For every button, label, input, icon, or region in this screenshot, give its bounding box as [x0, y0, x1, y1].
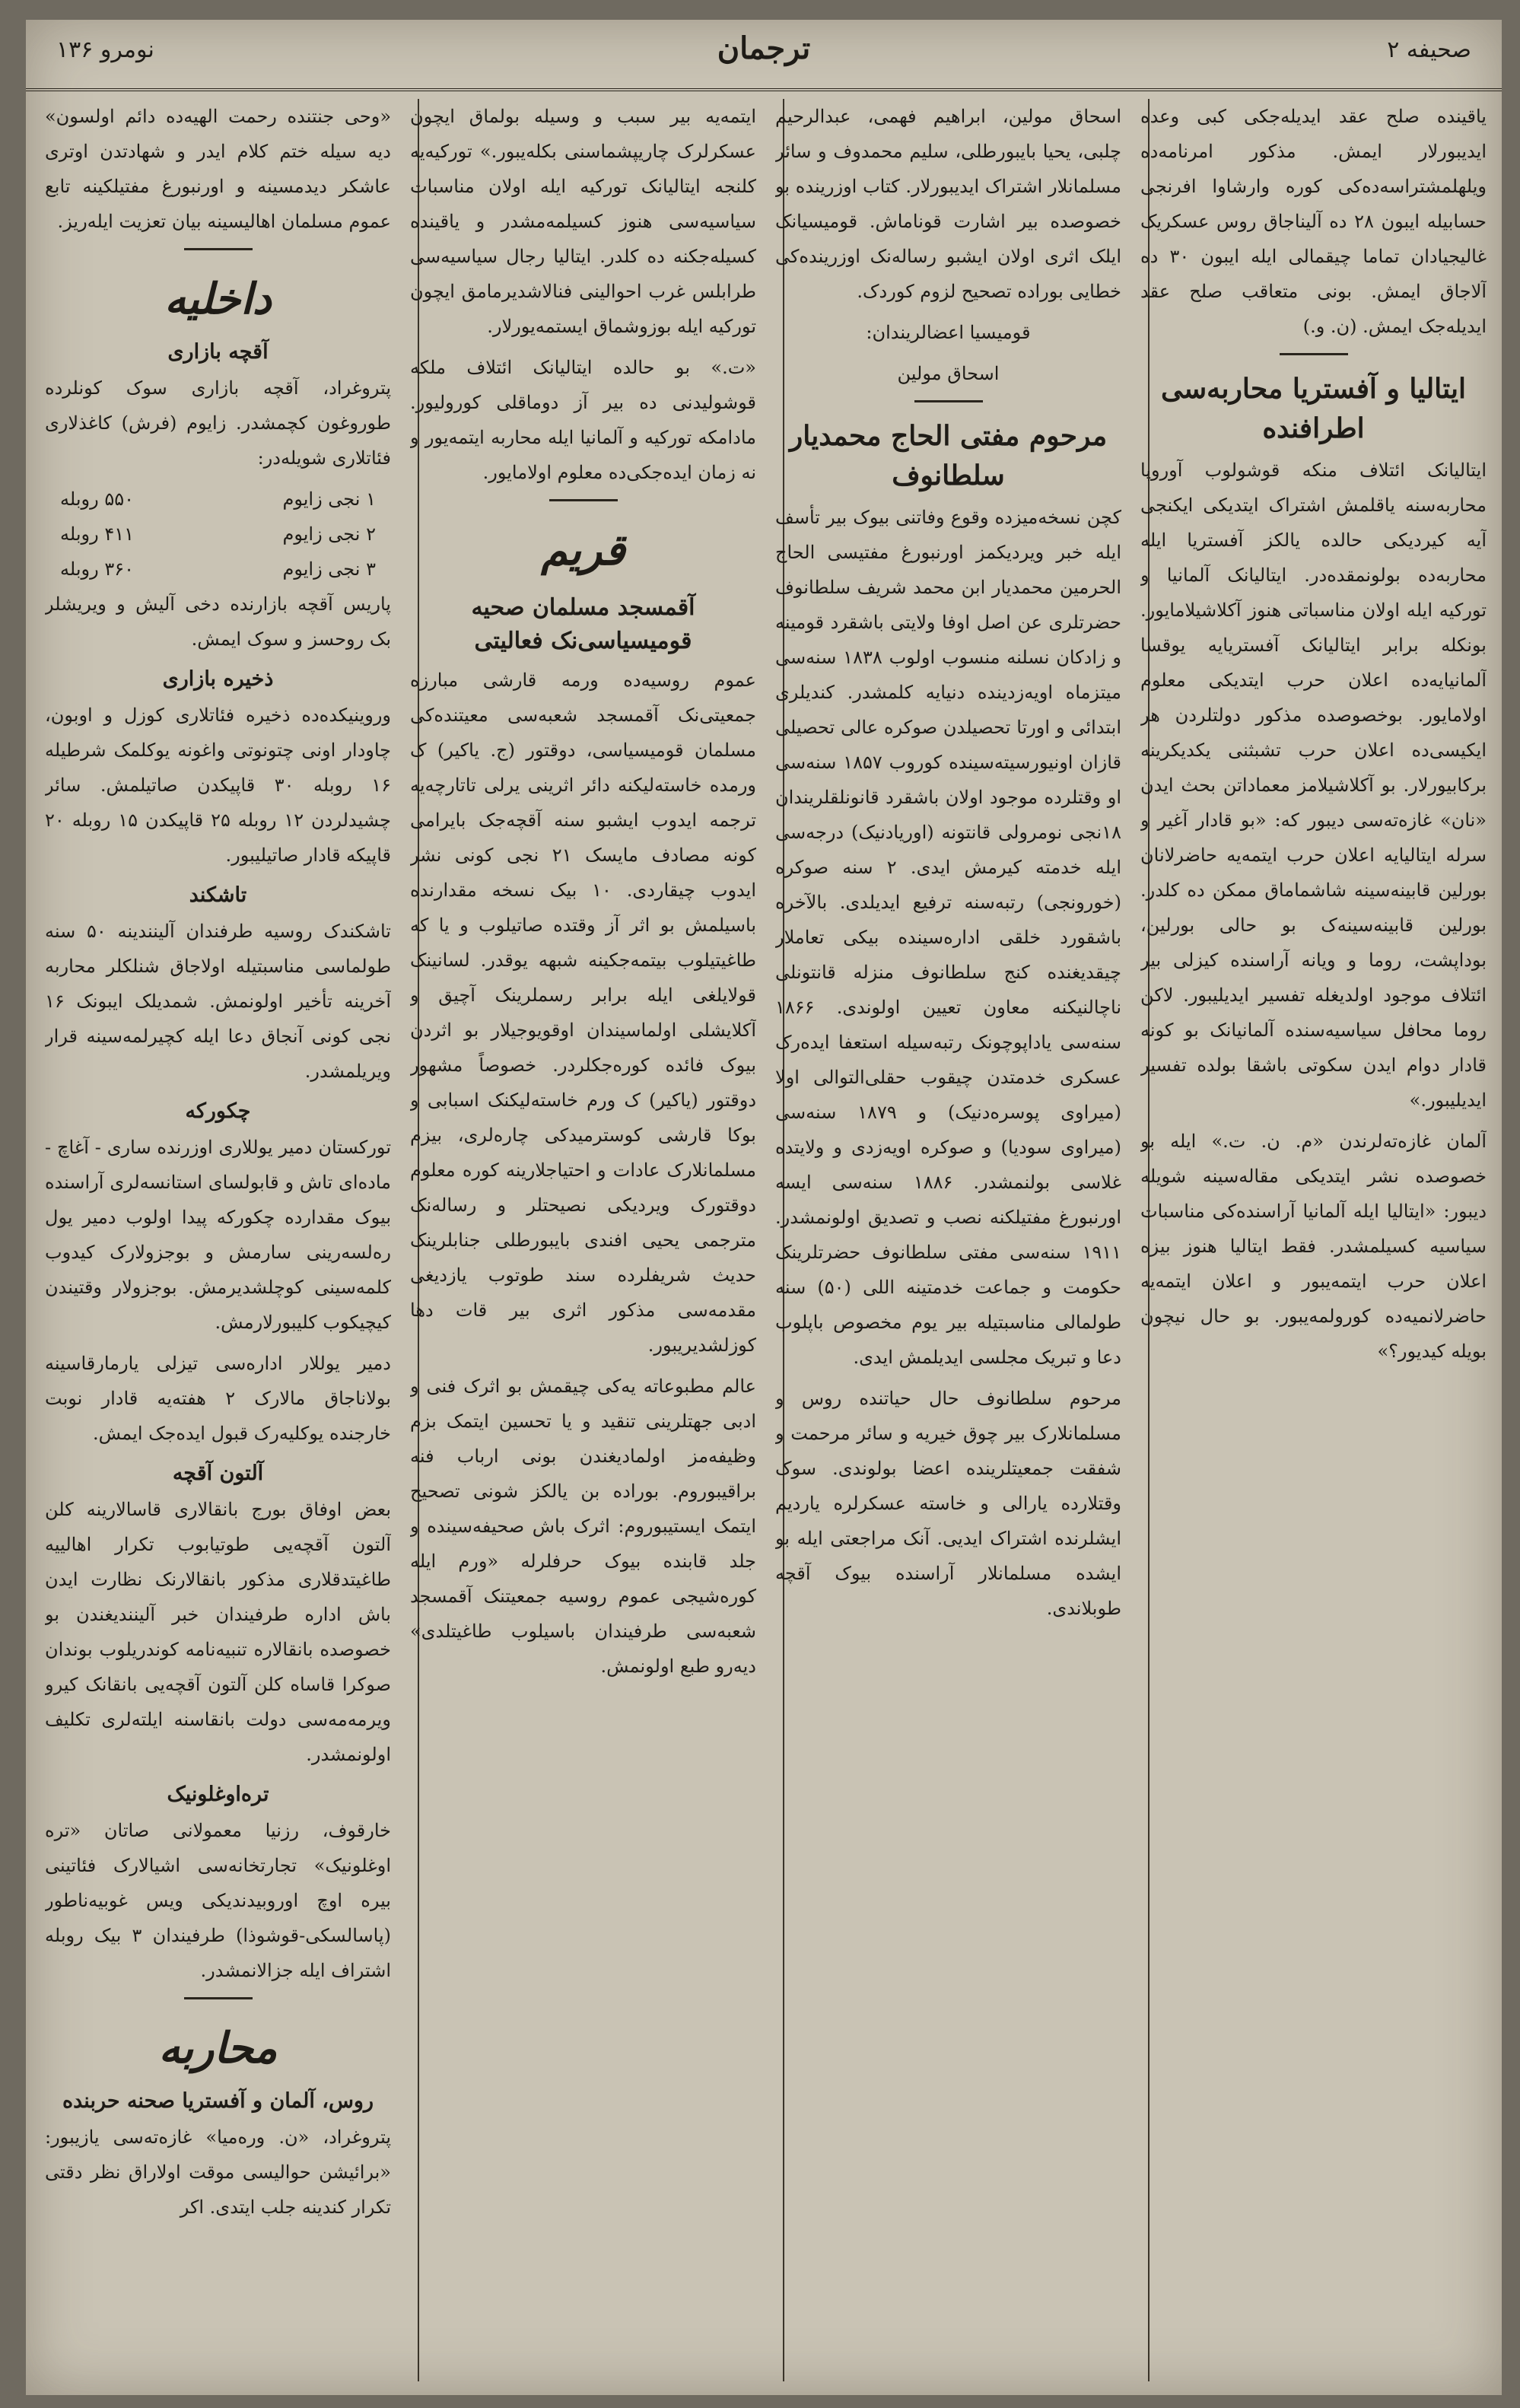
gold-text: بعض اوفاق بورج بانقالاری قاسالارینه کلن آلتون آقچه‌یی طوتیابوب تکرار اهالییه طاغیتدقلاری مذکور بانقالارنک نظارت ایدن باش اداره طرفیندان خبر آلینندیغندن بو خصوصده بانقالاره تنبیه‌نامه کوندریلوب بوندان صوکرا قاساه کلن آلتون آقچه‌یی بانقانک کیرو ویرمه‌مه‌سی دولت بانقاسنه ایلته‌لری تکلیف اولونمشدر. — [45, 1499, 391, 1765]
grain-market-text: وروینیکده‌ده ذخیره فئاتلاری کوزل و اوبون، چاودار اونی چتونوتی واغونه یوکلمک شرطیله ۱۶ روبله ۳۰ قاپیکدن صاتیلمش. سائر چشیدلردن ۱۲ روبله ۲۵ قاپیکدن ۱۵ روبله ۲۰ قاپیکه قادار صاتیلیبور. — [45, 705, 391, 866]
newspaper-name: ترجمان — [717, 30, 811, 66]
section-title-domestic: داخلیه — [164, 274, 272, 324]
article-text-commission: عموم روسیه‌ده ورمه قارشی مبارزه جمعیتی‌نک آقمسجد شعبه‌سی معیتنده‌کی مسلمان قومیسیاسی، دوقتور (ج. یاکیر) ک ورمده خاسته‌لیکنه دائر اثرینی یرلی تاتارچه‌یه ترجمه ایدوب ایشبو سنه آقچه‌جک بایرامی کونه مصادف مایسک ۲۱ نجی کونی نشر ایدوب چیقاردی. ۱۰ بیک نسخه مقدارنده باسیلمش بو اثر آز وقتده صاتیلوب و یا که طاغیتیلوب بیتمه‌جکینه شبهه یوقدر. لسانینک قولایلغی ایله برابر رسملرینک آچیق و آکلایشلی اولماسیندان اوقویوجیلار بو اثردن بیوک فائده کوره‌جکلردر. خصوصاً مشهور دوقتور (یاکیر) ک ورم خاسته‌لیکنک اسبابی و بوکا قارشی کوسترمیدکی چاره‌لری، بیزم مسلمانلارک عادات و احتیاجلارینه کوره معلوم دوقتورک ویردیکی نصیحتلر و رساله‌نک مترجمی یحیی افندی بایبورطلی جنابلرینک حدیث شریفلرده سند طوتوب یازدیغی مقدمه‌سی مذکور اثری بیر قات دها کوزلشدیریبور. — [410, 670, 756, 1356]
separator — [549, 499, 618, 501]
money-market-title: آقچه بازاری — [167, 340, 269, 364]
separator — [184, 248, 253, 250]
grain-market-title: ذخیره بازاری — [162, 667, 274, 691]
tashkent-text: تاشکندک روسیه طرفندان آلینندینه ۵۰ سنه طولماسی مناسبتیله اولاجاق شنلکلر محاربه آخرینه تأخیر اولونمش. شمدیلک ایبونک ۱۶ نجی کونی آنجاق دعا ایله کچیرلمه‌سینه قرار ویریلمشدر. — [45, 921, 391, 1082]
rate-label: ۲ نجی زایوم — [282, 523, 376, 545]
signature-name: اسحاق مولین — [897, 363, 1000, 384]
column-4-top-text: «وحی جنتنده رحمت الهیه‌ده دائم اولسون» دیه سیله ختم کلام ایدر و شهادتدن اوتری عاشکر دیدمسینه و اورنبورغ مفتیلکینه تابع عموم مسلمان اهالیسینه بیان تعزیت ایله‌ریز. — [45, 106, 391, 232]
locust-text: تورکستان دمیر یوللاری اوزرنده ساری - آغاچ - ماده‌ای تاش و قابولسای استانسه‌لری آراسنده بیوک مقدارده چکورکه پیدا اولوب دمیر یول ره‌لسه‌رینی سارمش و بوجزولارک کیدوب کلمه‌سینی کوچلشدیرمش. بوجزولار وقتیندن کیچیکوب کلیبورلارمش. — [45, 1137, 391, 1333]
money-market-after: پاریس آقچه بازارنده دخی آلیش و ویریشلر بک روحسز و سوک ایمش. — [45, 593, 391, 650]
rate-row — [60, 517, 376, 552]
column-2-top-text: اسحاق مولین، ابراهیم فهمی، عبدالرحیم چلبی، یحیا بایبورطلی، سلیم محمدوف و سائر مسلمانلار اشتراک ایدیبورلار. کتاب اوزرینده بو خصوصده بیر اشارت قوناماش. قومیسیانک ایلک اثری اولان ایشبو رساله‌نک اوزرینده‌کی خطایی بوراده تصحیح لزوم کوردک. — [775, 106, 1121, 302]
section-title-war: محاربه — [158, 2023, 278, 2073]
signature-label: قومیسیا اعضالریندان: — [866, 322, 1031, 343]
rate-row — [60, 482, 376, 517]
article-title-commission: آقمسجد مسلمان صحیه قومیسیاسی‌نک فعالیتی — [471, 594, 695, 654]
section-title-crimea: قریم — [541, 525, 625, 575]
rate-value: ۵۵۰ روبله — [60, 488, 134, 510]
columns-area — [41, 99, 1487, 2381]
rate-row — [60, 552, 376, 587]
column-3 — [410, 99, 756, 2381]
column-3-top-text: ایتمه‌یه بیر سبب و وسیله بولماق ایچون عسکرلرک چاریپشماسنی بکله‌یبور.» تورکیه‌یه کلنجه ایتالیانک تورکیه ایله اولان مناسبات سیاسیه‌سی هنوز کسیلمه‌مشدر و یاقینده کسیله‌جکنه ده کلدر. ایتالیا رجال سیاسیه‌سی طرابلس غرب احوالینی فنالاشدیرمامق ایچون تورکیه ایله بوزوشماق ایستمه‌یورلار. — [410, 106, 756, 337]
column-1-top-text: یاقینده صلح عقد ایدیله‌جکی کبی وعده ایدیبورلار ایمش. مذکور امرنامه‌ده ویلهلمشتراسه‌ده‌کی کوره وارشاوا افرنجی حسابیله ایبون ۲۸ ده آلیناجاق روس عسکریک غالیجیادان تماما چیقمالی ایله ایبون ۳۰ ده آلاجاق ایمش. بونی متعاقب صلح عقد ایدیله‌جک ایمش. (ن. و.) — [1140, 106, 1487, 337]
closing-text-mufti: مرحوم سلطانوف حال حیاتنده روس و مسلمانلارک بیر چوق خیریه و سائر مرحمت و شفقت جمعیتلرینده اعضا بولوندی. سوک وقتلارده یارالی و خاسته عسکرلره یاردیم ایشلرنده اشتراک ایدیی. آنک مراجعتی ایله بو ایشده مسلمانلار آراسنده بیوک آقچه طوبلاندی. — [775, 1388, 1121, 1619]
column-1 — [1140, 99, 1487, 2381]
rate-label: ۱ نجی زایوم — [282, 488, 376, 510]
page-header — [26, 20, 1502, 91]
page-label: صحیفه ۲ — [1387, 37, 1471, 63]
war-subtitle: روس، آلمان و آفستریا صحنه حربنده — [62, 2089, 374, 2113]
article-title-italy-austria: ایتالیا و آفستریا محاربه‌سی اطرافنده — [1160, 373, 1467, 444]
money-market-text: پتروغراد، آقچه بازاری سوک کونلرده طوروغون کچمشدر. زایوم (فرش) کاغذلاری فئاتلاری شویله‌در: — [45, 377, 391, 469]
article-title-mufti: مرحوم مفتی الحاج محمدیار سلطانوف — [789, 420, 1108, 491]
dispatch-text: آلمان غازه‌ته‌لرندن «م. ن. ت.» ایله بو خصوصده نشر ایتدیکی مقاله‌سینه شویله دیبور: «ایتالیا ایله آلمانیا آراسنده‌کی مناسبات سیاسیه کسیلمشدر. فقط ایتالیا هنوز بیزه اعلان حرب ایتمه‌یبور و اعلان ایتمه‌یه حاضرلانمیه‌ده کورولمه‌یبور. بو حال نیچون بویله کیدیور؟» — [1140, 1131, 1487, 1362]
trade-house-title: تره‌اوغلونیک — [167, 1783, 269, 1806]
separator — [914, 400, 983, 402]
war-text: پتروغراد، «ن. وره‌میا» غازه‌ته‌سی یازیبور: «برائیشن حوالیسی موقت اولاراق نظر دقتی تکرار کندینه جلب ایتدی. اکر — [45, 2126, 391, 2218]
article-text-mufti: کچن نسخه‌میزده وقوع وفاتنی بیوک بیر تأسف ایله خبر ویردیکمز اورنبورغ مفتیسی الحاج الحرمین محمدیار ابن محمد شریف سلطانوف حضرتلری عن اصل اوفا ولایتی باشقرد قومینه و زادکان نسلنه منسوب اولوب ۱۸۳۸ سنه‌سی میتزماه اویه‌زدینده دنیایه کلمشدر. کندیلری ابتدائی و اورتا تحصیلدن صوکره عالی تحصیلی قازان اونیورسیته‌سینده کوروب ۱۸۵۷ سنه‌سی او وقتلرده موجود اولان باشقرد قانونلقلریندان ۱۸نجی نومرولی قانتونه (اوریادنیک) درجه‌سی ایله خدمته کیرمش ایدی. ۲ سنه صوکره (خورونجی) رتبه‌سنه ترفیع ایدیلدی. بالآخره باشقورد خلقی اداره‌سینده بیکی تعاملار چیقدیغنده کنج سلطانوف منزله قانتونلی ناچالنیکنه معاون تعیین اولوندی. ۱۸۶۶ سنه‌سی یاداپوچونک رتبه‌سیله استعفا ایده‌رک عسکری خدمتدن چیقوب حقلی‌التوالی اولا (میراوی پوسره‌دنیک) و ۱۸۷۹ سنه‌سی (میراوی سودیا) و صوکره اویه‌زدی و ولایتده غلاسی بولنمشدر. ۱۸۸۶ سنه‌سی ایسه اورنبورغ مفتیلکنه نصب و تصدیق اولونمشدر. ۱۹۱۱ سنه‌سی مفتی سلطانوف حضرتلرینک حکومت و جماعت خدمتینه اللی (۵۰) سنه طولمالی مناسبتیله بیر یوم مخصوص باپلوب دعا و تبریک مجلسی ایدیلمش ایدی. — [775, 507, 1121, 1368]
article-text-italy-austria: ایتالیانک ائتلاف منکه قوشولوب آوروپا محاربه‌سنه یاقلمش اشتراک ایتدیکی ایکنجی آیه کیردیکی حالده یالکز آفستریا ایله محاربه‌ده بولونمقده‌در. ایتالیانک آلمانیا و تورکیه ایله اولان مناسباتی هنوز آکلاشیلامایور. بونکله برابر ایتالیانک آفستریایه یوقسا آلمانیایه‌ده اعلان حرب ایتدیکی معلوم اولامایور. بوخصوصده مذکور دولتلردن هر ایکیسی‌ده اعلان حرب تشبثنی یکدیکرینه برکابیورلار. بو آکلاشیلامز معماداتن بحث ایدن «نان» غازه‌ته‌سی دیبور که: «بو قادار آغیر و سرله ایتالیایه اعلان حرب ایتمه‌یه حاضرلانان بورلین قابینه‌سینه شاشماماق ممکن ده کلدر. بورلین قابینه‌سینه‌ک بو حالی بورلین، بوداپشت، روما و ویانه آراسنده کیزلی بیر ائتلاف موجود اولدیغله تفسیر ایدیلیبور. لاکن روما محافل سیاسیه‌سنده آلمانیانک بو کونه قادار دوام ایدن سکوتی باشقا بولده تفسیر ایدیلیبور.» — [1140, 460, 1487, 1111]
column-2 — [775, 99, 1121, 2381]
separator — [184, 1997, 253, 1999]
tashkent-title: تاشکند — [189, 883, 247, 907]
quote-text: «ت.» بو حالده ایتالیانک ائتلاف ملکه قوشولیدنی ده بیر آز دوماقلی کورولیور. مادامکه تورکیه و آلمانیا ایله محاربه ایتمه‌یور و نه زمان ایده‌جکی‌ده معلوم اولامایور. — [410, 357, 756, 483]
closing-text-commission: عالم مطبوعاته یه‌کی چیقمش بو اثرک فنی و ادبی جهتلرینی تنقید و یا تحسین ایتمک بزم وظیفه‌مز اولمادیغندن بونی ارباب فنه براقیبوروم. بوراده بن یالکز شونی تصحیح ایتمک ایستیبوروم: اثرک باش صحیفه‌سینده و جلد قابنده بیوک حرفلرله «ورم ایله کوره‌شیجی عموم روسیه جمعیتنک آقمسجد شعبه‌سی طرفیندان باسیلوب طاغیتلدی» دیه‌رو طبع اولونمش. — [410, 1376, 756, 1677]
rate-value: ۴۱۱ روبله — [60, 523, 134, 545]
separator — [1280, 353, 1348, 355]
newspaper-page — [26, 20, 1502, 2395]
rate-value: ۳۶۰ روبله — [60, 558, 134, 580]
rate-label: ۳ نجی زایوم — [282, 558, 376, 580]
railway-text: دمیر یوللار اداره‌سی تیزلی یارمارقاسینه بولاناجاق مالارک ۲ هفته‌یه قادار نوبت خارجنده یوکلیه‌رک قبول ایده‌جک ایمش. — [45, 1353, 391, 1444]
locust-title: چکورکه — [185, 1099, 251, 1123]
trade-house-text: خارقوف، رزنیا معمولانی صاتان «تره اوغلونیک» تجارتخانه‌سی اشیالارک فئاتینی بیره اوچ اوروبیدندیکی ویس غوبیه‌ناطور (پاسالسکی-قوشوذا) طرفیندان ۳ بیک روبله اشتراف ایله جزالانمشدر. — [45, 1820, 391, 1981]
issue-number: نومرو ۱۳۶ — [56, 37, 154, 63]
column-4 — [45, 99, 391, 2381]
gold-title: آلتون آقچه — [172, 1462, 264, 1485]
